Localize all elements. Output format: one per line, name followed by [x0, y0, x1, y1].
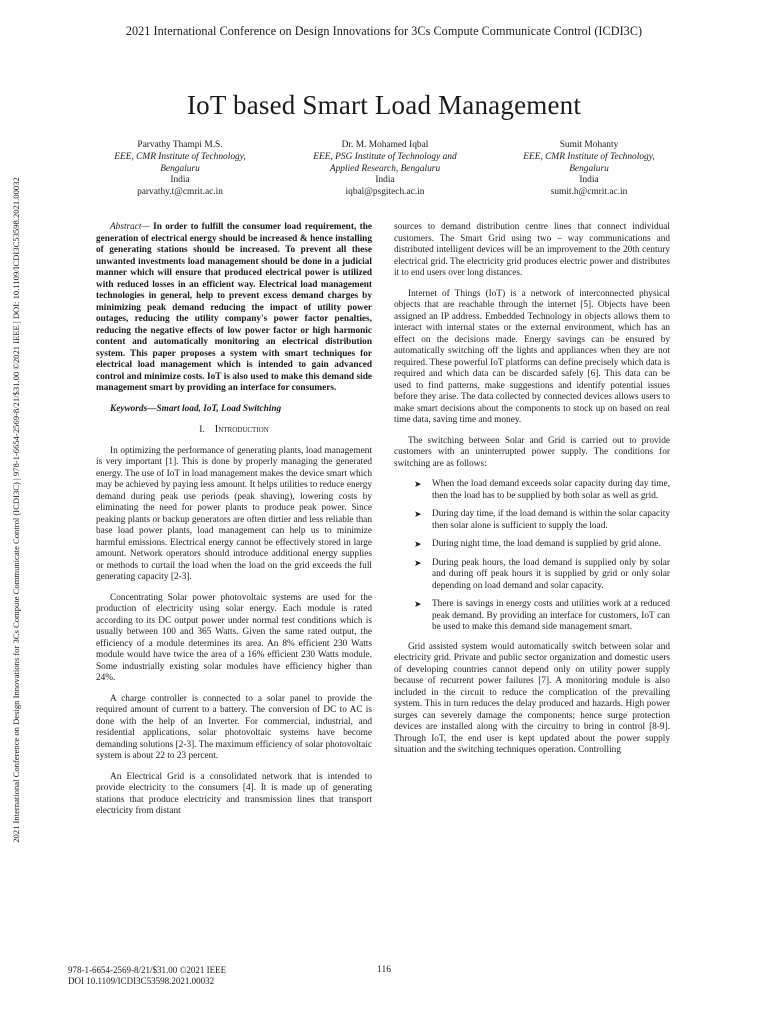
page-number: 116 [377, 965, 391, 975]
arrow-bullet-icon: ➤ [414, 539, 422, 549]
section-number: I. [199, 425, 205, 435]
footer-doi: DOI 10.1109/ICDI3C53598.2021.00032 [68, 976, 215, 986]
paragraph: Internet of Things (IoT) is a network of interconnected physical objects that are reachable through the internet [5]. Objects have been assigned an IP address. Embedded Technology in objects allows them to interact with internal states or the external environment, which has an effect on the decisions made. Energy savings can be ensured by automatically switching off the lights and appliances when they are not required. These powerful IoT platforms can define precisely which data is required and which data can be discarded safely [6]. This data can be used to find patterns, make suggestions and identify potential issues before they arise. The data collected by connected devices allows users to make smart decisions about the components to stock up on based on real time data, saving time and money. [394, 288, 670, 425]
author-dept: EEE, PSG Institute of Technology and [313, 151, 457, 162]
paper-title: IoT based Smart Load Management [186, 90, 582, 120]
list-item [394, 539, 670, 551]
author-dept: EEE, CMR Institute of Technology, [523, 151, 655, 162]
author-country: India [170, 175, 190, 186]
abstract-text: In order to fulfill the consumer load requirement, the generation of electrical energy should be increased & hence installing of generating stations should be increased. To prevent all these unwanted investments load management should be done in a judicial manner which will ensure that produced electrical power is utilized with reduced losses in an efficient way. Electrical load management technologies in general, help to prevent excess demand charges by minimizing peak demand reducing the impact of utility power outages, reducing the utility company's power factor penalties, reducing the negative effects of low power factor or high harmonic content and automatically monitoring an electrical distribution system. This paper proposes a system with smart techniques for electrical load management which is intended to gain advanced control and minimize costs. IoT is also used to make this demand side management smart by providing an interface for consumers. [96, 222, 372, 393]
section-title: Introduction [214, 424, 269, 435]
author-block-3 [489, 140, 689, 199]
right-column [394, 222, 670, 766]
list-item [394, 599, 670, 634]
author-email[interactable]: iqbal@psgitech.ac.in [345, 187, 425, 198]
arrow-bullet-icon: ➤ [414, 599, 422, 609]
side-citation-strip: 2021 International Conference on Design Innovations for 3Cs Compute Communicate Control (ICDI3C) | 978-1-6654-2569-8/21/$31.00 ©2021 IEEE | DOI: 10.1109/ICDI3C53598.2021.00032 [11, 177, 21, 843]
author-city: Bengaluru [160, 163, 200, 174]
arrow-bullet-icon: ➤ [414, 557, 422, 568]
author-dept: EEE, CMR Institute of Technology, [114, 151, 246, 162]
author-name: Sumit Mohanty [559, 140, 619, 150]
author-city: Bengaluru [569, 163, 609, 174]
list-item-text: During day time, if the load demand is within the solar capacity then solar alone is sufficient to supply the load. [432, 509, 670, 531]
author-city: Applied Research, Bengaluru [329, 163, 441, 174]
author-name: Parvathy Thampi M.S. [137, 140, 223, 150]
arrow-bullet-icon: ➤ [414, 479, 422, 489]
paragraph: An Electrical Grid is a consolidated network that is intended to provide electricity to the consumers [4]. It is made up of generating stations that produce electricity and transmission lines that transport electricity from distant [96, 771, 372, 816]
section-heading [96, 424, 372, 437]
list-item [394, 509, 670, 532]
left-column [96, 222, 372, 827]
abstract [96, 222, 372, 395]
keywords: Keywords—Smart load, IoT, Load Switching [110, 403, 282, 414]
author-email[interactable]: parvathy.t@cmrit.ac.in [137, 187, 223, 198]
list-item [394, 558, 670, 593]
paragraph: A charge controller is connected to a solar panel to provide the required amount of current to a battery. The conversion of DC to AC is done with the help of an Inverter. For commercial, industrial, and residential applications, solar photovoltaic systems have become demanding solutions [2-3]. The maximum efficiency of solar photovoltaic system is about 22 to 23 percent. [96, 693, 372, 761]
list-item-text: There is savings in energy costs and utilities work at a reduced peak demand. By providing an interface for customers, IoT can be used to make this demand side management smart. [432, 599, 670, 632]
author-block-1 [80, 140, 280, 199]
paragraph: Grid assisted system would automatically switch between solar and electricity grid. Private and public sector organization and domestic users of developing countries cannot depend only on utility power supply because of recurrent power failures [7]. A monitoring module is also included in the circuit to reduce the complication of the prevailing system. This in turn reduces the delay produced and hazards. High power surges can severely damage the components; hence surge protection devices are installed along with the circuitry to bring in control [8-9]. Through IoT, the end user is kept updated about the power supply situation and the switching techniques operation. Controlling [394, 641, 670, 755]
author-country: India [579, 175, 599, 186]
author-name: Dr. M. Mohamed Iqbal [341, 140, 429, 150]
author-email[interactable]: sumit.h@cmrit.ac.in [550, 187, 628, 198]
conditions-list [394, 479, 670, 634]
paragraph: In optimizing the performance of generating plants, load management is very important [1]. This is done by properly managing the generated energy. The use of IoT in load management makes the device smart which may be achieved by paying less amount. It helps utilities to reduce energy demand during peak use periods (peak shaving), lowering costs by eliminating the need for power plants to produce peak power. Since peaking plants or backup generators are often dirtier and less reliable than base load power plants, load management can help us to minimize harmful emissions. Electrical energy cannot be effectively stored in large amount. Network operators should introduce additional energy supplies or methods to curtail the load when the load on the grid exceeds the full generating capacity [2-3]. [96, 445, 372, 582]
paragraph: Concentrating Solar power photovoltaic systems are used for the production of electricity using solar energy. Each module is rated according to its DC output power under normal test conditions which is usually between 100 and 365 Watts. Given the same rated output, the efficiency of a module determines its area. An 8% efficient 230 Watts module would have twice the area of a 16% efficient 230 Watts module. Some industrially existing solar modules have efficiency higher than 24%. [96, 592, 372, 683]
author-block-2 [285, 140, 485, 199]
list-item-text: During night time, the load demand is supplied by grid alone. [432, 539, 661, 549]
paragraph: sources to demand distribution centre lines that connect individual customers. The Smart Grid using two – way communications and distributed intelligent devices will be an improvement to the 20th century electrical grid. The electricity grid produces electric power and distributes it to end users over long distances. [394, 222, 670, 278]
list-item-text: During peak hours, the load demand is supplied only by solar and during off peak hours it is supplied by grid or only solar depending on load demand and solar capacity. [432, 557, 670, 591]
list-item-text: When the load demand exceeds solar capacity during day time, then the load has to be supplied by both solar as well as grid. [432, 479, 670, 501]
list-item [394, 479, 670, 502]
paragraph: The switching between Solar and Grid is carried out to provide customers with an uninterrupted power supply. The conditions for switching are as follows: [394, 435, 670, 469]
footer-isbn: 978-1-6654-2569-8/21/$31.00 ©2021 IEEE [68, 965, 227, 975]
conference-header: 2021 International Conference on Design Innovations for 3Cs Compute Communicate Control (ICDI3C) [125, 24, 643, 38]
author-country: India [375, 175, 395, 186]
abstract-label: Abstract— [110, 222, 150, 232]
arrow-bullet-icon: ➤ [414, 509, 422, 519]
